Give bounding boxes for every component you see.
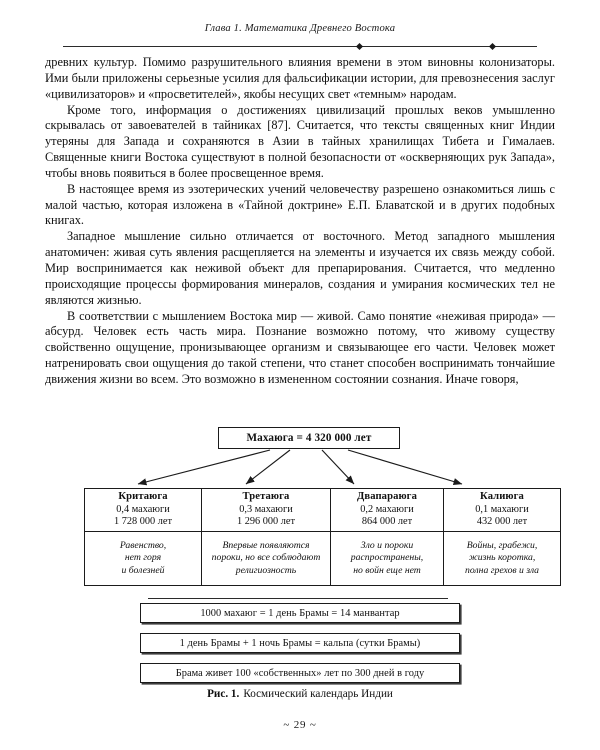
yuga-fraction: 0,4 махаюги: [116, 503, 170, 515]
figure-caption-text: Космический календарь Индии: [243, 688, 393, 700]
figure-caption-label: Рис. 1.: [207, 688, 240, 700]
paragraph: Кроме того, информация о достижениях цивилизаций прошлых веков умышленно скрывалась от завоевателей в тайниках [87]. Считается, что тексты священных книг Индии утеряны для Запада и сохраняются в Азии в тайных хранилищах Тибета и Гималаев. Священные книги Востока существуют в полной безопасности от «оскверняющих рук Запада», чтобы вновь появиться в более просвещенное время.: [45, 102, 555, 180]
header-rule-diamond-icon: [356, 43, 363, 50]
figure-cosmic-calendar: [0, 420, 600, 690]
header-rule-line: [63, 46, 537, 47]
yuga-cell-krita: [85, 489, 202, 532]
page-number: ~ 29 ~: [283, 719, 317, 731]
formula-box-1: 1000 махаюг = 1 день Брамы = 14 манвантар: [140, 603, 460, 623]
yuga-table: [84, 488, 561, 586]
yuga-description-treta: Впервые появляются пороки, но все соблюдают религиозность: [202, 532, 331, 586]
yuga-years: 1 728 000 лет: [114, 516, 172, 528]
table-row-yuga-descriptions: [85, 532, 561, 586]
running-head: Глава 1. Математика Древнего Востока: [204, 23, 396, 34]
formula-box-3: Брама живет 100 «собственных» лет по 300 дней в году: [140, 663, 460, 683]
yuga-cell-kali: [444, 489, 561, 532]
mahayuga-root-box: Махаюга = 4 320 000 лет: [218, 427, 400, 449]
formula-box-2: 1 день Брамы + 1 ночь Брамы = кальпа (сутки Брамы): [140, 633, 460, 653]
paragraph: В настоящее время из эзотерических учений человечеству разрешено ознакомиться лишь с малой частью, которая изложена в «Тайной доктрине» Е.П. Блаватской и в других подобных книгах.: [45, 181, 555, 228]
yuga-fraction: 0,1 махаюги: [475, 503, 529, 515]
yuga-name: Калиюга: [480, 491, 524, 503]
yuga-years: 1 296 000 лет: [237, 516, 295, 528]
yuga-name: Третаюга: [242, 491, 290, 503]
yuga-description-krita: Равенство, нет горя и болезней: [85, 532, 202, 586]
yuga-name: Двапараюга: [357, 491, 417, 503]
yuga-years: 864 000 лет: [361, 516, 413, 528]
yuga-cell-dvapara: [331, 489, 444, 532]
yuga-description-dvapara: Зло и пороки распространены, но войн еще нет: [331, 532, 444, 586]
body-text: [45, 55, 555, 388]
paragraph: Западное мышление сильно отличается от восточного. Метод западного мышления анатомичен: живая суть явления расщепляется на элементы и изучается их связь между собой. Мир воспринимается как неживой объект для препарирования. Считается, что медленно происходящие процессы формирования минералов, создания и умирания космических тел не являются жизнью.: [45, 229, 555, 307]
yuga-name: Критаюга: [118, 491, 168, 503]
yuga-fraction: 0,2 махаюги: [360, 503, 414, 515]
yuga-description-kali: Войны, грабежи, жизнь коротка, полна грехов и зла: [444, 532, 561, 586]
yuga-years: 432 000 лет: [476, 516, 528, 528]
yuga-fraction: 0,3 махаюги: [239, 503, 293, 515]
header-rule: [63, 43, 537, 50]
paragraph: В соответствии с мышлением Востока мир — живой. Само понятие «неживая природа» — абсурд. Человек есть часть мира. Познание возможно потому, что живому существу свойственно ощущение, пронизывающее организм и связывающее его части. Человек может натренировать свои ощущения до такой степени, что станет способен воспринимать тончайшие движения жизни во всем. Это возможно в измененном состоянии сознания. Иначе говоря,: [45, 308, 555, 386]
table-row-yuga-names: [85, 489, 561, 532]
figure-divider-rule: [148, 598, 448, 599]
header-rule-diamond-icon: [489, 43, 496, 50]
yuga-cell-treta: [202, 489, 331, 532]
figure-caption: [0, 688, 600, 700]
paragraph: древних культур. Помимо разрушительного влияния времени в этом виновны колонизаторы. Ими были приложены серьезные усилия для фальсификации истории, для превознесения заслуг «цивилизаторов» и «просветителей», якобы несущих свет «темным» народам.: [45, 55, 555, 101]
